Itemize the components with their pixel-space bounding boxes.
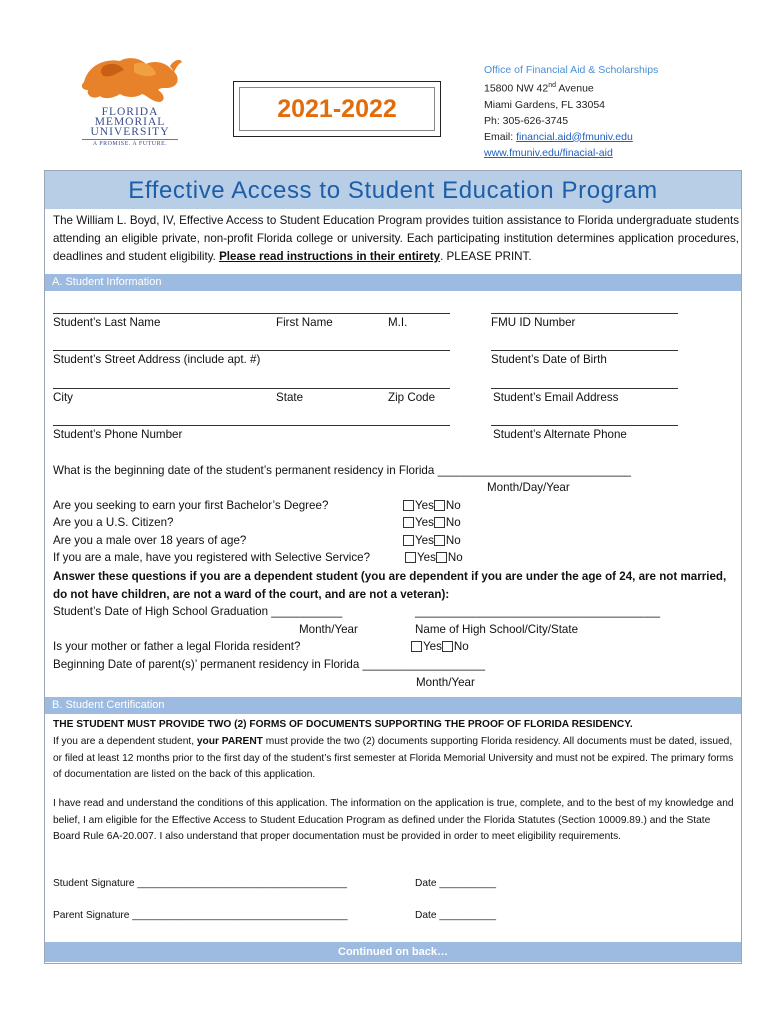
city-label: City bbox=[53, 391, 73, 404]
certification-paragraph: I have read and understand the conditions of this application. The information on the application is true, complete, and to the best of my knowledge and belief, I am eligible for the Effective Access to Student Education Program as defined under the Florida Statutes (Section 10009.89.) and the State Board Rule 6A-20.007. I also understand that proper documentation must be provided in order to meet eligibility requirements. bbox=[53, 798, 734, 842]
year-box bbox=[233, 81, 441, 137]
logo-tagline: A PROMISE. A FUTURE. bbox=[92, 141, 168, 147]
academic-year: 2021-2022 bbox=[239, 87, 435, 131]
zip-label: Zip Code bbox=[388, 391, 436, 404]
section-b-header: B. Student Certification bbox=[45, 697, 741, 714]
fmu-id-input-line[interactable] bbox=[491, 313, 678, 314]
last-name-label: Student’s Last Name bbox=[53, 316, 161, 329]
alt-phone-input-line[interactable] bbox=[491, 425, 678, 426]
student-date-field[interactable]: Date __________ bbox=[415, 878, 497, 889]
selective-no-checkbox[interactable] bbox=[436, 552, 447, 563]
male18-options: Yes No bbox=[403, 534, 461, 547]
parent-signature-field[interactable]: Parent Signature ______________________________________ bbox=[53, 910, 348, 921]
parent-date-field[interactable]: Date __________ bbox=[415, 910, 497, 921]
office-name: Office of Financial Aid & Scholarships bbox=[484, 64, 659, 76]
citizen-options: Yes No bbox=[403, 516, 461, 529]
logo-name-line3: UNIVERSITY bbox=[90, 126, 170, 138]
email-link[interactable]: financial.aid@fmuniv.edu bbox=[516, 130, 633, 143]
bachelor-options: Yes No bbox=[403, 499, 461, 512]
phone-label: Student’s Phone Number bbox=[53, 428, 183, 441]
parent-resident-question: Is your mother or father a legal Florida resident? bbox=[53, 640, 301, 653]
street-input-line[interactable] bbox=[53, 350, 450, 351]
citizen-no-checkbox[interactable] bbox=[434, 517, 445, 528]
bachelor-no-checkbox[interactable] bbox=[434, 500, 445, 511]
selective-service-options: Yes No bbox=[405, 551, 463, 564]
alt-phone-label: Student’s Alternate Phone bbox=[493, 428, 627, 441]
student-signature-field[interactable]: Student Signature _____________________________________ bbox=[53, 878, 348, 889]
office-city: Miami Gardens, FL 33054 bbox=[484, 98, 606, 111]
logo-name-line1: FLORIDA bbox=[101, 106, 159, 118]
parent-yes-checkbox[interactable] bbox=[411, 641, 422, 652]
selective-service-question: If you are a male, have you registered with Selective Service? bbox=[53, 551, 371, 564]
street-label: Student’s Street Address (include apt. #) bbox=[53, 353, 261, 366]
citizen-question: Are you a U.S. Citizen? bbox=[53, 516, 174, 529]
parent-no-checkbox[interactable] bbox=[442, 641, 453, 652]
month-year-label-2: Month/Year bbox=[416, 676, 475, 689]
male18-yes-checkbox[interactable] bbox=[403, 535, 414, 546]
state-label: State bbox=[276, 391, 304, 404]
male18-no-checkbox[interactable] bbox=[434, 535, 445, 546]
logo-name-line2: MEMORIAL bbox=[94, 116, 166, 128]
month-day-year-label: Month/Day/Year bbox=[487, 481, 570, 494]
hs-graduation-question[interactable]: Student’s Date of High School Graduation ___________ bbox=[53, 605, 343, 618]
logo-divider bbox=[82, 139, 178, 140]
month-year-label: Month/Year bbox=[299, 623, 358, 636]
website-link[interactable]: www.fmuniv.edu/finacial-aid bbox=[484, 146, 613, 159]
read-instructions-emphasis: Please read instructions in their entirety bbox=[219, 250, 441, 263]
office-contact bbox=[484, 62, 658, 161]
office-street: 15800 NW 42nd Avenue bbox=[484, 82, 594, 95]
dob-label: Student’s Date of Birth bbox=[491, 353, 607, 366]
section-a-header: A. Student Information bbox=[45, 274, 741, 291]
office-email: Email: financial.aid@fmuniv.edu bbox=[484, 130, 633, 143]
hs-name-input[interactable]: ______________________________________ bbox=[415, 605, 661, 618]
must-provide-notice: THE STUDENT MUST PROVIDE TWO (2) FORMS OF DOCUMENTS SUPPORTING THE PROOF OF FLORIDA RESIDENCY. bbox=[53, 719, 633, 730]
name-input-line[interactable] bbox=[53, 313, 450, 314]
first-name-label: First Name bbox=[276, 316, 333, 329]
residency-date-input[interactable]: ______________________________ bbox=[437, 464, 631, 477]
parent-resident-options: Yes No bbox=[411, 640, 469, 653]
dependent-documents-paragraph: If you are a dependent student, your PARENT must provide the two (2) documents supporting Florida residency. All documents must be dated, issued, or filed at least 12 months prior to the first day of the student’s first semester at Florida Memorial University and must not be expired. The primary forms of documentation are listed on the back of this application. bbox=[53, 736, 734, 780]
selective-yes-checkbox[interactable] bbox=[405, 552, 416, 563]
bachelor-yes-checkbox[interactable] bbox=[403, 500, 414, 511]
phone-input-line[interactable] bbox=[53, 425, 450, 426]
fmu-id-label: FMU ID Number bbox=[491, 316, 576, 329]
email-label: Student’s Email Address bbox=[493, 391, 619, 404]
hs-name-label: Name of High School/City/State bbox=[415, 623, 579, 636]
office-phone: Ph: 305-626-3745 bbox=[484, 114, 569, 127]
form-title: Effective Access to Student Education Program bbox=[128, 177, 658, 204]
intro-paragraph: The William L. Boyd, IV, Effective Access to Student Education Program provides tuition assistance to Florida undergraduate students attending an eligible private, non-profit Florida college or university. Each participating institution determines application procedures, deadlines and student eligibility. Please read instructions in their entirety. PLEASE PRINT. bbox=[53, 214, 739, 263]
university-logo bbox=[74, 52, 186, 152]
dob-input-line[interactable] bbox=[491, 350, 678, 351]
citizen-yes-checkbox[interactable] bbox=[403, 517, 414, 528]
dependent-instruction: Answer these questions if you are a dependent student (you are dependent if you are under the age of 24, are not married, do not have children, are not a ward of the court, and are not a veteran): bbox=[53, 570, 727, 601]
male18-question: Are you a male over 18 years of age? bbox=[53, 534, 247, 547]
bachelor-question: Are you seeking to earn your first Bachelor’s Degree? bbox=[53, 499, 329, 512]
residency-question: What is the beginning date of the student’s permanent residency in Florida ______________________________ bbox=[53, 464, 631, 477]
city-state-zip-input-line[interactable] bbox=[53, 388, 450, 389]
mi-label: M.I. bbox=[388, 316, 408, 329]
email-input-line[interactable] bbox=[491, 388, 678, 389]
continued-on-back-bar: Continued on back… bbox=[45, 942, 741, 962]
parent-residency-date-question[interactable]: Beginning Date of parent(s)’ permanent residency in Florida ___________________ bbox=[53, 658, 486, 671]
